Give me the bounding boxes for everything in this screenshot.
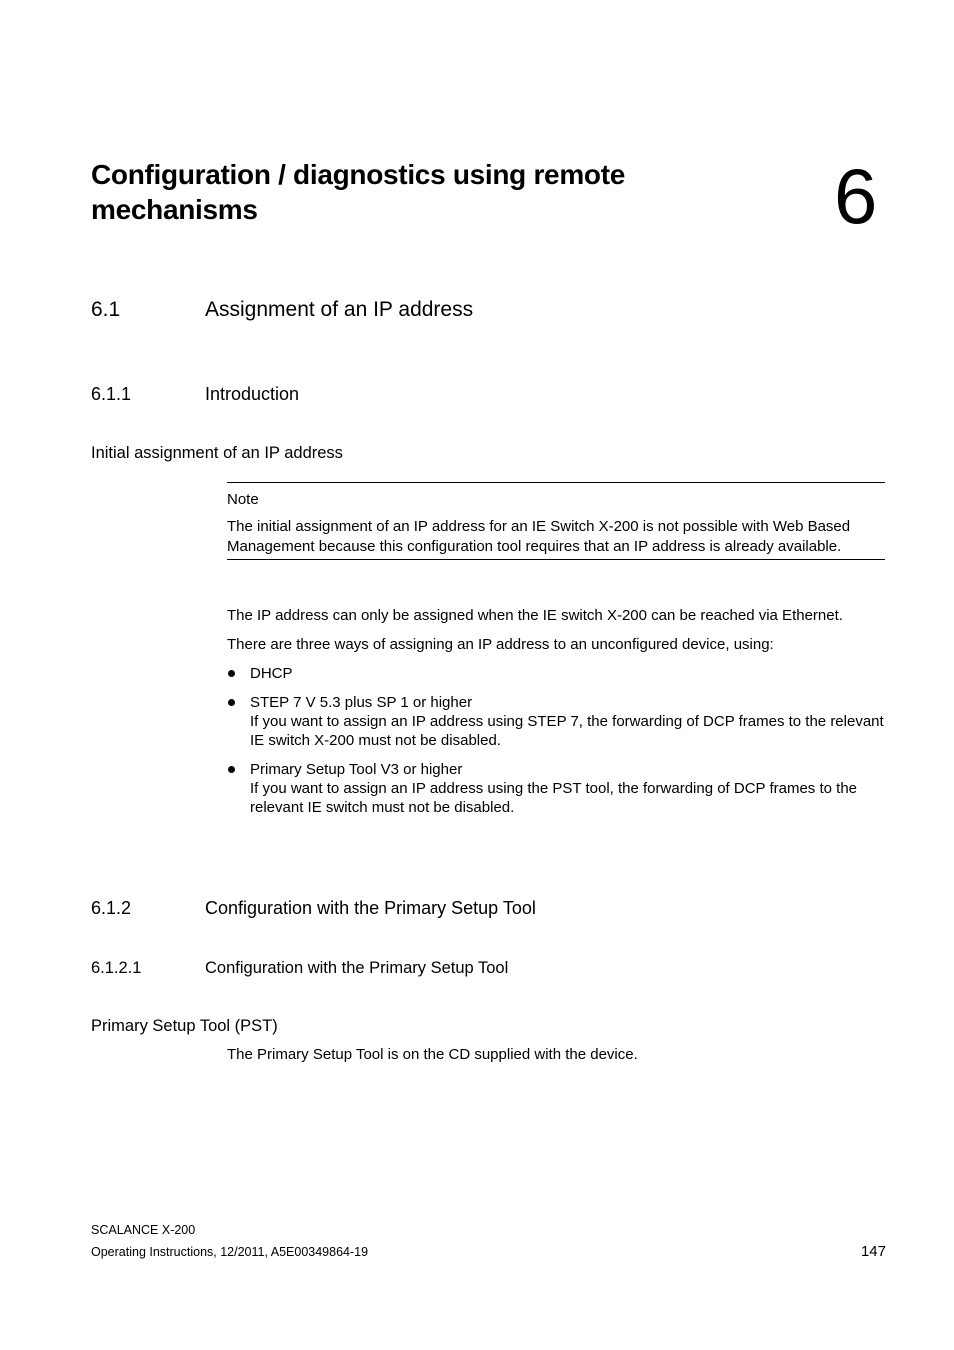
list-item-title: Primary Setup Tool V3 or higher (250, 761, 463, 778)
list-item (227, 693, 887, 750)
chapter-number: 6 (834, 152, 878, 240)
assignment-methods-list (227, 664, 887, 827)
footer-document-info: Operating Instructions, 12/2011, A5E00349864-19 (91, 1245, 369, 1259)
subsection-title: Introduction (205, 384, 300, 404)
list-item (227, 760, 887, 817)
paragraph: There are three ways of assigning an IP address to an unconfigured device, using: (227, 636, 774, 653)
subsubsection-title: Configuration with the Primary Setup Tool (205, 959, 509, 977)
subheading-initial-assignment: Initial assignment of an IP address (91, 444, 343, 462)
list-item-detail: If you want to assign an IP address using the PST tool, the forwarding of DCP frames to the relevant IE switch must not be disabled. (250, 780, 858, 816)
bullet-icon (228, 766, 235, 773)
subheading-pst: Primary Setup Tool (PST) (91, 1017, 278, 1035)
bullet-icon (228, 699, 235, 706)
page-number: 147 (860, 1243, 886, 1260)
subsection-number: 6.1.2 (91, 898, 132, 918)
section-title: Assignment of an IP address (205, 298, 474, 321)
list-item-title: STEP 7 V 5.3 plus SP 1 or higher (250, 694, 473, 711)
note-box (227, 482, 885, 560)
paragraph: The Primary Setup Tool is on the CD supplied with the device. (227, 1046, 638, 1063)
section-number: 6.1 (91, 298, 121, 321)
footer-product: SCALANCE X-200 (91, 1223, 196, 1237)
list-item-title: DHCP (250, 665, 293, 682)
chapter-title: Configuration / diagnostics using remote mechanisms (91, 159, 626, 225)
bullet-icon (228, 670, 235, 677)
note-title: Note (227, 491, 259, 508)
subsubsection-number: 6.1.2.1 (91, 959, 142, 977)
paragraph: The IP address can only be assigned when the IE switch X-200 can be reached via Ethernet. (227, 607, 843, 624)
list-item-detail: If you want to assign an IP address using STEP 7, the forwarding of DCP frames to the relevant IE switch X-200 must not be disabled. (250, 713, 884, 749)
subsection-title: Configuration with the Primary Setup Tool (205, 898, 536, 918)
list-item (227, 664, 887, 683)
note-text: The initial assignment of an IP address for an IE Switch X-200 is not possible with Web Based Management because this configuration tool requires that an IP address is already available. (227, 518, 851, 555)
subsection-number: 6.1.1 (91, 384, 132, 404)
